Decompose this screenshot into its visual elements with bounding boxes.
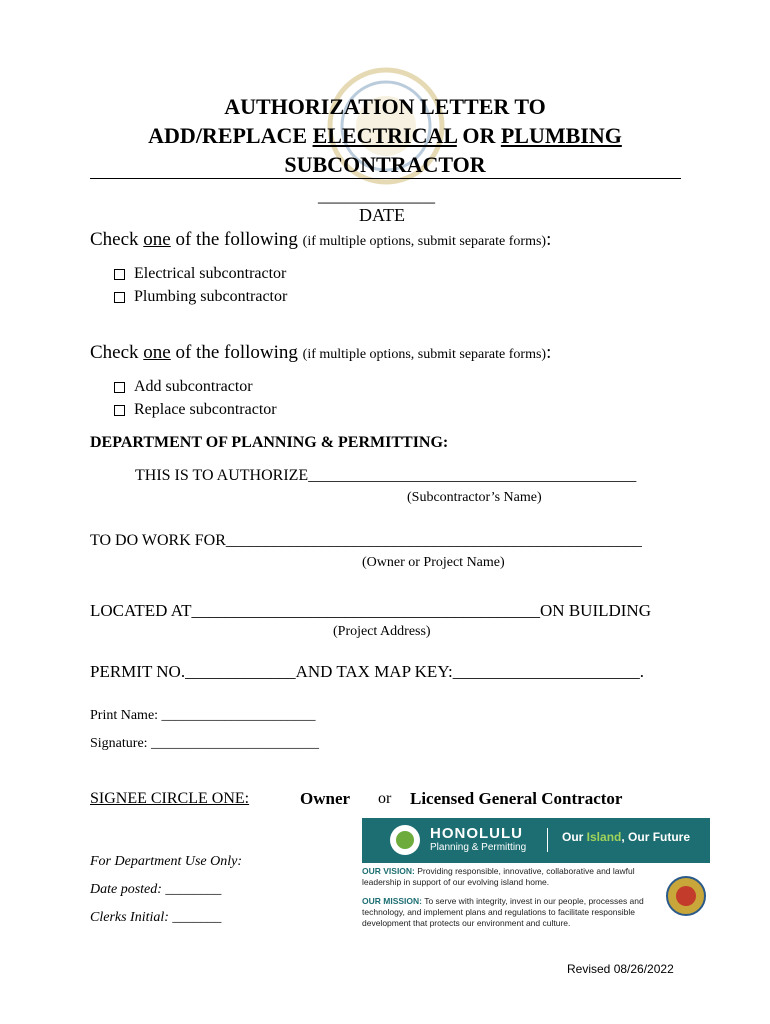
option-plumbing[interactable]: Plumbing subcontractor [114,288,287,306]
honolulu-dpp-banner [362,818,710,932]
title-plumbing: PLUMBING [500,123,622,148]
department-heading: DEPARTMENT OF PLANNING & PERMITTING: [90,434,449,451]
date-label: DATE [359,205,405,225]
project-address-caption: (Project Address) [333,624,431,639]
action-check-instruction: Check one of the following (if multiple options, submit separate forms): [90,342,552,363]
dept-use-heading: For Department Use Only: [90,854,243,869]
title-line-2: ADD/REPLACE ELECTRICAL OR PLUMBING [148,123,622,148]
checkbox-replace[interactable] [114,405,125,416]
title-line-1: AUTHORIZATION LETTER TO [224,94,546,119]
project-address-field[interactable]: _________________________________________ [191,601,541,620]
signature-field[interactable]: Signature: ________________________ [90,736,320,751]
date-field[interactable]: _____________ [318,185,435,205]
revision-date: Revised 08/26/2022 [567,962,674,976]
title-divider [90,178,681,179]
located-row: LOCATED AT_________________________________________ON BUILDING [90,601,651,620]
signee-or: or [378,790,392,807]
owner-project-caption: (Owner or Project Name) [362,555,505,570]
signee-label: SIGNEE CIRCLE ONE: [90,790,250,807]
checkbox-plumbing[interactable] [114,292,125,303]
permit-number-field[interactable]: _____________ [185,662,296,681]
document-title [90,92,680,179]
print-name-field[interactable]: Print Name: ______________________ [90,708,316,723]
date-posted-field: Date posted: ________ [90,882,222,897]
checkbox-electrical[interactable] [114,269,125,280]
work-for-row: TO DO WORK FOR____________________________________________________ [90,532,642,549]
banner-divider [547,828,548,852]
subcontractor-name-field[interactable]: _________________________________________ [308,467,637,484]
banner-brand: HONOLULU [430,825,523,842]
trade-check-instruction: Check one of the following (if multiple options, submit separate forms): [90,229,552,250]
checkbox-add[interactable] [114,382,125,393]
option-replace[interactable]: Replace subcontractor [114,401,277,419]
title-line-3: SUBCONTRACTOR [284,152,486,177]
banner-mission: OUR MISSION: To serve with integrity, invest in our people, processes and technology, and implement plans and regulations to facilitate responsible development that protects our environment and culture. [362,896,644,928]
permit-row: PERMIT NO._____________AND TAX MAP KEY:______________________. [90,662,645,681]
banner-vision: OUR VISION: Providing responsible, innovative, collaborative and lawful leadership in support of our evolving island home. [362,866,635,887]
banner-slogan: Our Island, Our Future [562,830,691,844]
owner-project-name-field[interactable]: ____________________________________________________ [225,532,642,549]
option-add[interactable]: Add subcontractor [114,378,253,396]
title-electrical: ELECTRICAL [312,123,457,148]
city-seal-center [676,886,696,906]
signee-owner-option[interactable]: Owner [300,789,351,808]
dpp-logo-mark [396,831,414,849]
clerks-initial-field: Clerks Initial: _______ [90,910,222,925]
authorize-row: THIS IS TO AUTHORIZE_________________________________________ [135,467,637,484]
subcontractor-name-caption: (Subcontractor’s Name) [407,490,542,505]
signee-contractor-option[interactable]: Licensed General Contractor [410,789,623,808]
tax-map-key-field[interactable]: ______________________ [452,662,640,681]
option-electrical[interactable]: Electrical subcontractor [114,265,286,283]
banner-subtitle: Planning & Permitting [430,842,527,853]
